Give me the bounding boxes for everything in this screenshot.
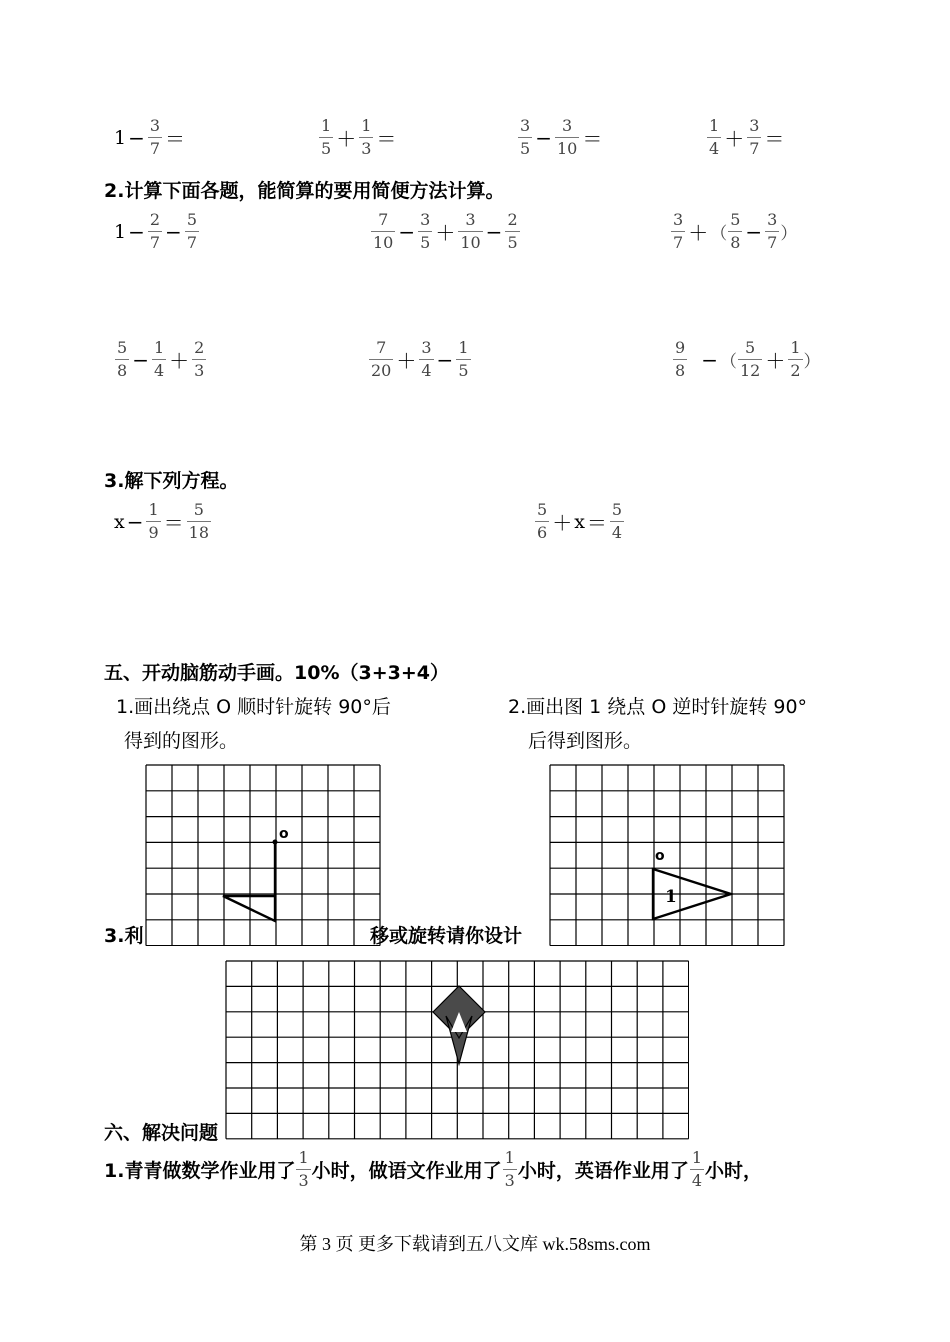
fraction: $\frac{3}{5}$ — [420, 210, 431, 252]
expr-row1-3: $\frac{3}{5}$ − $\frac{3}{10}$ ＝ — [520, 116, 603, 158]
fraction: $\frac{5}{7}$ — [186, 210, 197, 252]
fraction: $\frac{1}{4}$ — [709, 116, 720, 158]
fraction: $\frac{5}{18}$ — [188, 500, 210, 542]
fraction: $\frac{9}{8}$ — [675, 338, 686, 380]
fraction: $\frac{1}{5}$ — [321, 116, 332, 158]
section2-title: 2.计算下面各题，能简算的要用简便方法计算。 — [104, 180, 505, 202]
rotation-grid-right — [549, 764, 785, 946]
point-o-left — [273, 840, 278, 845]
q5-2-line2: 后得到图形。 — [528, 730, 643, 752]
fraction: $\frac{3}{7}$ — [767, 210, 778, 252]
figure-left-shape — [223, 842, 275, 921]
q5-1-line2: 得到的图形。 — [124, 730, 239, 752]
expr-row1-2: $\frac{1}{5}$ ＋ $\frac{1}{3}$ ＝ — [321, 116, 397, 158]
section6-heading: 六、解决问题 — [104, 1122, 219, 1144]
fraction: $\frac{1}{3}$ — [298, 1148, 309, 1190]
design-grid — [225, 960, 689, 1140]
fraction: $\frac{3}{7}$ — [749, 116, 760, 158]
problem-2-3: $\frac{3}{7}$ ＋ （ $\frac{5}{8}$ − $\frac{3}{7}$ ） — [673, 210, 798, 252]
fraction: $\frac{3}{4}$ — [421, 338, 432, 380]
q6-1: 1.青青做数学作业用了 $\frac{1}{3}$ 小时，做语文作业用了 $\frac{1}{3}$ 小时，英语作业用了 $\frac{1}{4}$ 小时， — [104, 1148, 763, 1190]
fraction: $\frac{3}{10}$ — [460, 210, 481, 252]
expr-row1-4: $\frac{1}{4}$ ＋ $\frac{3}{7}$ ＝ — [709, 116, 785, 158]
q5-3-end: 移或旋转请你设计 — [370, 925, 523, 947]
fraction: $\frac{2}{3}$ — [194, 338, 205, 380]
problem-2-6: $\frac{9}{8}$ − （ $\frac{5}{12}$ ＋ $\frac{1}{2}$ ） — [675, 338, 821, 380]
fraction: $\frac{1}{4}$ — [691, 1148, 703, 1190]
fraction: $\frac{5}{6}$ — [537, 500, 548, 542]
fraction: $\frac{1}{5}$ — [458, 338, 469, 380]
fraction: $\frac{1}{2}$ — [790, 338, 801, 380]
figure-1-label: 1 — [665, 887, 677, 907]
fraction: $\frac{1}{3}$ — [504, 1148, 515, 1190]
fraction: $\frac{3}{7}$ — [673, 210, 684, 252]
q5-3-start: 3.利 — [104, 925, 144, 947]
fraction: $\frac{1}{4}$ — [153, 338, 165, 380]
fraction: $\frac{5}{12}$ — [739, 338, 761, 380]
fraction: $\frac{5}{8}$ — [730, 210, 741, 252]
problem-2-4: $\frac{5}{8}$ − $\frac{1}{4}$ ＋ $\frac{2}{3}$ — [117, 338, 205, 380]
fraction: $\frac{5}{8}$ — [117, 338, 128, 380]
q5-2-line1: 2.画出图 1 绕点 O 逆时针旋转 90° — [508, 696, 808, 718]
fraction: $\frac{3}{10}$ — [556, 116, 578, 158]
equation-2: $\frac{5}{6}$ ＋ x ＝ $\frac{5}{4}$ — [537, 500, 623, 542]
point-o-label-left: o — [279, 826, 289, 842]
q5-1-line1: 1.画出绕点 O 顺时针旋转 90°后 — [116, 696, 391, 718]
fraction: $\frac{7}{20}$ — [371, 338, 392, 380]
rotation-grid-left — [145, 764, 381, 946]
fraction: $\frac{2}{5}$ — [507, 210, 518, 252]
equation-1: x − $\frac{1}{9}$ ＝ $\frac{5}{18}$ — [114, 500, 210, 542]
fraction: $\frac{7}{10}$ — [373, 210, 394, 252]
fraction: $\frac{1}{3}$ — [361, 116, 372, 158]
expr-row1-1: 1 − $\frac{3}{7}$ ＝ — [114, 116, 186, 158]
point-o-label-right: o — [655, 848, 665, 864]
fraction: $\frac{3}{5}$ — [520, 116, 531, 158]
fraction: $\frac{2}{7}$ — [149, 210, 161, 252]
problem-2-5: $\frac{7}{20}$ ＋ $\frac{3}{4}$ − $\frac{1}{5}$ — [371, 338, 469, 380]
fraction: $\frac{3}{7}$ — [149, 116, 161, 158]
section3-title: 3.解下列方程。 — [104, 470, 239, 492]
fraction: $\frac{1}{9}$ — [148, 500, 159, 542]
section5-heading: 五、开动脑筋动手画。10%（3+3+4） — [104, 662, 449, 684]
fraction: $\frac{5}{4}$ — [611, 500, 623, 542]
problem-2-2: $\frac{7}{10}$ − $\frac{3}{5}$ ＋ $\frac{3}{10}$ − $\frac{2}{5}$ — [373, 210, 518, 252]
page-footer: 第 3 页 更多下载请到五八文库 wk.58sms.com — [299, 1234, 651, 1254]
problem-2-1: 1 − $\frac{2}{7}$ − $\frac{5}{7}$ — [114, 210, 197, 252]
